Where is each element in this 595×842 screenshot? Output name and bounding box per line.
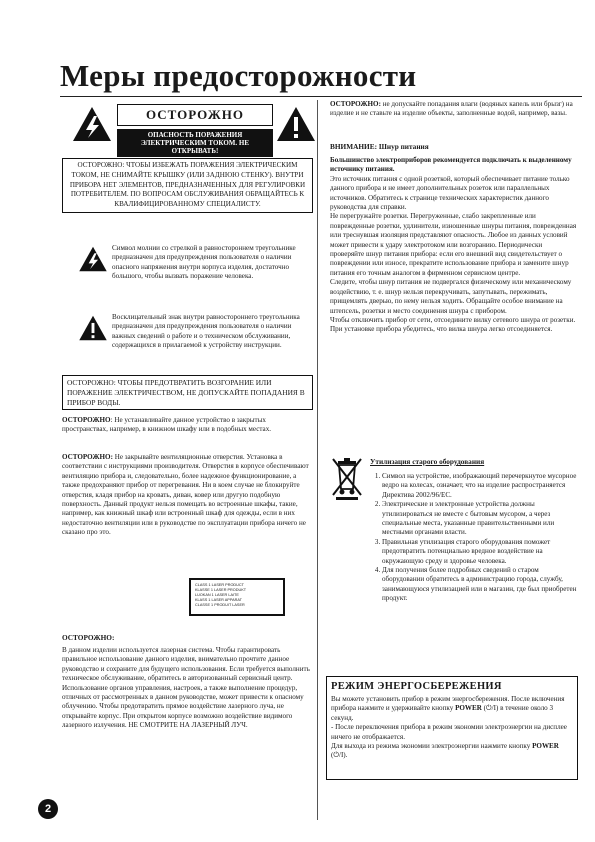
energy-p1a: Вы можете установить прибор в режим энергосбережения. После включения прибора нажмите и удерживайте кнопку [331, 695, 565, 713]
lightning-warning-icon [72, 106, 112, 142]
right-caution-label: ОСТОРОЖНО: [330, 100, 381, 108]
caution-install-label: ОСТОРОЖНО [62, 416, 111, 424]
energy-p2: - После переключения прибора в режим экономии электроэнергии на дисплее ничего не отображается. [331, 723, 567, 741]
warning-header-subtitle: ОПАСНОСТЬ ПОРАЖЕНИЯ ЭЛЕКТРИЧЕСКИМ ТОКОМ. НЕ ОТКРЫВАТЬ! [117, 129, 273, 157]
power-cord-body [330, 156, 578, 335]
power-cord-p1: Это источник питания с одной розеткой, который обеспечивает питание только данного прибора и не имеет дополнительных розеток или параллельных источников. Обратитесь к странице технических характеристик данного руководства для справки. [330, 174, 570, 212]
power-cord-p3: Следите, чтобы шнур питания не подвергался физическому или механическому воздействию, т. е. шнур нельзя перекручивать, запутывать, пережимать, прищемлять дверью, по нему нельзя ходить. Обращайте особое внимание на штепсель, розетки и место соединения шнура с прибором. [330, 278, 572, 315]
laser-label-line: KLASSE 1 LASER PRODUKT [195, 588, 247, 592]
power-cord-p4: Чтобы отключить прибор от сети, отсоедините вилку сетевого шнура от розетки. При установке прибора убедитесь, что вилка шнура легко отсоединяется. [330, 315, 576, 334]
page-number: 2 [38, 799, 58, 819]
page-title: Меры предосторожности [60, 58, 417, 93]
disposal-item: 1. Символ на устройстве, изображающий перечеркнутое мусорное ведро на колесах, означает, что на изделие распространяется Директива 2002/96/EC. [382, 472, 578, 500]
energy-power-symbol-2: (⏻/I) [331, 751, 346, 760]
disposal-list [370, 472, 578, 604]
symbol-exclaim-text: Восклицательный знак внутри равностороннего треугольника предназначен для предупреждения пользователя о наличии важных сведений о работе и о техническом обслуживании, содержащихся в прилагаемой к устройству инструкции. [112, 313, 300, 350]
energy-power-symbol: (⏻/I) [483, 704, 499, 713]
right-caution-text: не допускайте попадания влаги (водяных капель или брызг) на изделие и не ставьте на изделие объекты, заполненные водой, например, вазы. [330, 100, 573, 118]
title-rule [60, 96, 582, 97]
exclamation-warning-icon [276, 106, 316, 142]
power-cord-lead: Большинство электроприборов рекомендуется подключать к выделенному источнику питания. [330, 156, 572, 174]
laser-label-line: KLASS 1 LASER APPARAT [195, 598, 242, 602]
disposal-item: 3. Правильная утилизация старого оборудования поможет предотвратить потенциально вредное воздействие на окружающую среду и здоровье человека. [382, 538, 578, 566]
symbol-lightning-text: Символ молнии со стрелкой в равностороннем треугольнике предназначен для предупреждения пользователя о наличии опасного напряжения внутри корпуса изделия, достаточно большого, чтобы вызвать поражение человека. [112, 244, 296, 281]
caution-vent-label: ОСТОРОЖНО: [62, 453, 113, 461]
crossed-bin-icon [330, 455, 364, 501]
energy-title: РЕЖИМ ЭНЕРГОСБЕРЕЖЕНИЯ [331, 681, 502, 692]
caution-install-text: : Не устанавливайте данное устройство в закрытых пространствах, например, в книжном шкафу или в подобных местах. [62, 416, 272, 434]
energy-p1b: в течение около 3 секунд. [331, 704, 554, 722]
power-cord-p2: Не перегружайте розетки. Перегруженные, слабо закрепленные или поврежденные розетки, удлинители, изношенные шнуры питания, поврежденная или треснувшая изоляция представляют опасность. Любое из данных условий может привести к удару электротоком или возгоранию. Периодически проверяйте шнур питания прибора: если его внешний вид свидетельствует о повреждении или износе, прекратите использование прибора и замените шнур питания его точным аналогом в фирменном сервисном центре. [330, 212, 577, 277]
energy-saving-box [326, 676, 578, 780]
energy-power-label-2: POWER [532, 742, 559, 751]
caution-laser-title: ОСТОРОЖНО: [62, 633, 115, 642]
energy-p3: Для выхода из режима экономии электроэнергии нажмите кнопку POWER (⏻/I). [331, 742, 559, 760]
caution-box-water: ОСТОРОЖНО: ЧТОБЫ ПРЕДОТВРАТИТЬ ВОЗГОРАНИЕ ИЛИ ПОРАЖЕНИЕ ЭЛЕКТРИЧЕСТВОМ, НЕ ДОПУСКАЙТЕ ПОПАДАНИЯ В ПРИБОР ВОДЫ. [62, 375, 313, 410]
laser-product-label [189, 578, 285, 616]
energy-p1 [331, 695, 573, 723]
warning-header [117, 104, 273, 157]
laser-label-line: CLASSE 1 PRODUIT LASER [195, 603, 245, 607]
caution-vent-text: Не закрывайте вентиляционные отверстия. Установка в соответствии с инструкциями производителя. Отверстия в корпусе обеспечивают вентиляцию прибора и, следовательно, более надежное функционирование, а также предохраняют прибор от перегревания. Ни в коем случае не блокируйте отверстия, кладя прибор на кровать, диван, ковер или другую подобную поверхность. Данный продукт нельзя помещать во встроенные шкафы, такие, например, как книжный шкаф или встроенный шкаф для одежды, если в них недостаточно вентиляции или в руководстве по эксплуатации прибора ничего не сказано про это. [62, 453, 309, 537]
caution-install [62, 416, 312, 435]
energy-p3-text: Для выхода из режима экономии электроэнергии нажмите кнопку [331, 742, 533, 751]
caution-laser-text: В данном изделии используется лазерная система. Чтобы гарантировать правильное использование данного изделия, внимательно прочтите данное руководство и сохраните для будущего использования. Если требуется выполнить техническое обслуживание, обратитесь в авторизованный сервисный центр. Использование органов управления, настроек, а также выполнение процедур, отличных от рассмотренных в данном руководстве, может привести к опасному облучению. Чтобы предотвратить прямое воздействие лазерного луча, не открывайте корпус. При открытом корпусе возможно воздействие видимого лазерного излучения. НЕ СМОТРИТЕ НА ЛАЗЕРНЫЙ ЛУЧ. [62, 646, 310, 730]
disposal-title: Утилизация старого оборудования [370, 457, 485, 466]
column-divider [317, 100, 318, 820]
right-caution [330, 100, 578, 119]
power-cord-title: ВНИМАНИЕ: Шнур питания [330, 142, 429, 151]
caution-vent [62, 453, 312, 538]
disposal-item: 2. Электрические и электронные устройства должны утилизироваться не вместе с бытовым мусором, а через специальные места, указанные правительственными или местными органами власти. [382, 500, 578, 538]
warning-header-title: ОСТОРОЖНО [117, 104, 273, 126]
caution-box-shock: ОСТОРОЖНО: ЧТОБЫ ИЗБЕЖАТЬ ПОРАЖЕНИЯ ЭЛЕКТРИЧЕСКИМ ТОКОМ, НЕ СНИМАЙТЕ КРЫШКУ (ИЛИ ЗАДНЮЮ СТЕНКУ). ВНУТРИ ПРИБОРА НЕТ ЭЛЕМЕНТОВ, ПРЕДНАЗНАЧЕННЫХ ДЛЯ РЕГУЛИРОВКИ ПОТРЕБИТЕЛЕМ. ПО ВОПРОСАМ ОБСЛУЖИВАНИЯ ОБРАЩАЙТЕСЬ К КВАЛИФИЦИРОВАННОМУ СПЕЦИАЛИСТУ. [62, 158, 313, 213]
laser-label-line: LUOKAN 1 LASER LAITE [195, 593, 239, 597]
energy-power-label: POWER [455, 704, 482, 713]
exclamation-symbol-icon [78, 315, 108, 341]
disposal-item: 4. Для получения более подробных сведений о старом оборудовании обратитесь в администрацию города, службу, занимающуюся утилизацией или в магазин, где был приобретен продукт. [382, 566, 578, 604]
lightning-symbol-icon [78, 246, 108, 272]
laser-label-line: CLASS 1 LASER PRODUCT [195, 583, 244, 587]
